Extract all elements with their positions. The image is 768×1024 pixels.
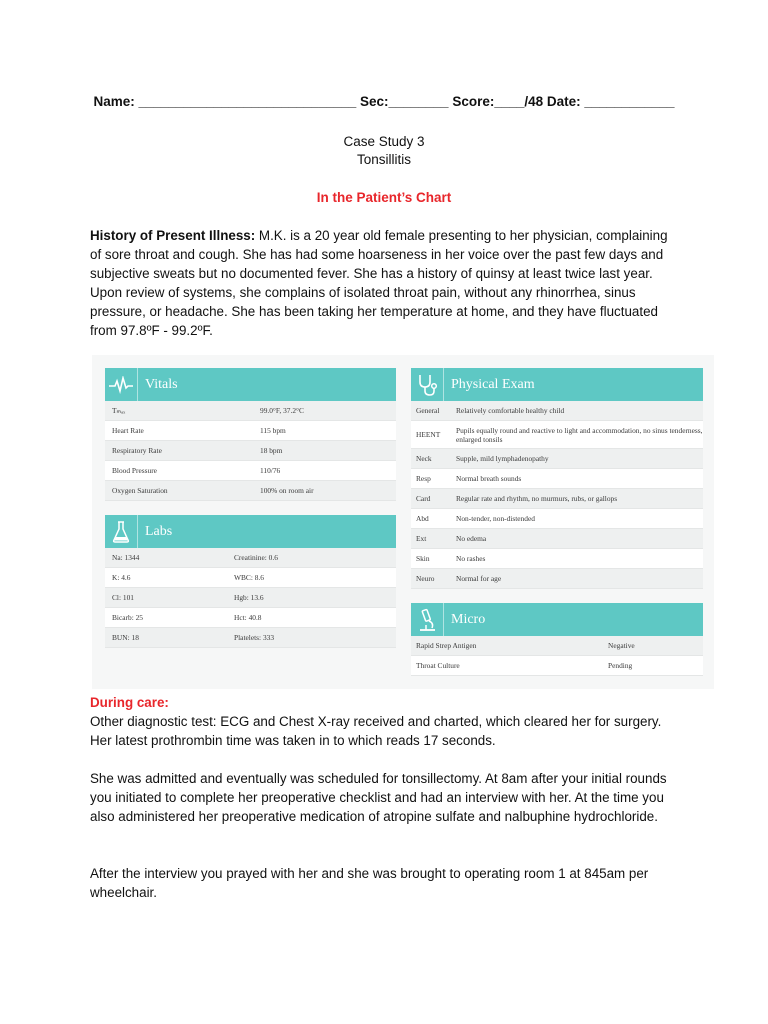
case-title: Case Study 3 — [343, 134, 425, 149]
case-subtitle: Tonsillitis — [356, 152, 411, 167]
physical-exam-table — [411, 401, 703, 589]
table-row: Oxygen Saturation 100% on room air — [105, 481, 396, 501]
table-row: Bicarb: 25 Hct: 40.8 — [105, 608, 396, 628]
table-row: Resp Normal breath sounds — [411, 469, 703, 489]
hpi-text: M.K. is a 20 year old female presenting to her physician, complaining of sore throat and cough. She has had some hoarseness in her voice over the past few days and subjective sweats but no documented fever. She has a history of quinsy at least twice last year. Upon review of systems, she complains of isolated throat pain, without any rhinorrhea, sinus pressure, or headache. She has been taking her temperature at home, and they have fluctuated from 97.8ºF - 99.2ºF. — [90, 228, 668, 338]
during-care-paragraph-1: Other diagnostic test: ECG and Chest X-ray received and charted, which cleared her for surgery. Her latest prothrombin time was taken in to which reads 17 seconds. — [90, 714, 662, 748]
student-info-line: Name: _____________________________ Sec:________ Score:____/48 Date: ____________ — [93, 94, 675, 109]
table-row: General Relatively comfortable healthy child — [411, 401, 703, 421]
physical-exam-header — [411, 368, 703, 401]
micro-table — [411, 636, 703, 676]
heartbeat-icon — [105, 368, 137, 401]
table-row: Heart Rate 115 bpm — [105, 421, 396, 441]
vitals-table — [105, 401, 396, 501]
table-row: Ext No edema — [411, 529, 703, 549]
table-row: BUN: 18 Platelets: 333 — [105, 628, 396, 648]
microscope-icon — [411, 603, 443, 636]
labs-header — [105, 515, 396, 548]
physical-exam-title: Physical Exam — [451, 376, 535, 392]
table-row: Neck Supple, mild lymphadenopathy — [411, 449, 703, 469]
clinical-cards-panel — [92, 355, 714, 689]
table-row: Abd Non-tender, non-distended — [411, 509, 703, 529]
labs-table — [105, 548, 396, 648]
micro-title: Micro — [451, 611, 486, 627]
table-row: Tₘₐₓ 99.0°F, 37.2°C — [105, 401, 396, 421]
vitals-header — [105, 368, 396, 401]
table-row: Cl: 101 Hgb: 13.6 — [105, 588, 396, 608]
table-row: Neuro Normal for age — [411, 569, 703, 589]
hpi-label: History of Present Illness: — [90, 228, 256, 243]
micro-header — [411, 603, 703, 636]
during-care-paragraph-2: She was admitted and eventually was scheduled for tonsillectomy. At 8am after your initial rounds you initiated to complete her preoperative checklist and had an interview with her. At the time you also administered her preoperative medication of atropine sulfate and nalbuphine hydrochloride. — [90, 771, 667, 824]
table-row: K: 4.6 WBC: 8.6 — [105, 568, 396, 588]
table-row: HEENT Pupils equally round and reactive to light and accommodation, no sinus tenderness, enlarged tonsils — [411, 421, 703, 449]
table-row: Throat Culture Pending — [411, 656, 703, 676]
table-row: Card Regular rate and rhythm, no murmurs, rubs, or gallops — [411, 489, 703, 509]
during-care-heading: During care: — [90, 695, 169, 710]
vitals-title: Vitals — [145, 376, 178, 392]
labs-title: Labs — [145, 523, 173, 539]
table-row: Rapid Strep Antigen Negative — [411, 636, 703, 656]
chart-heading: In the Patient’s Chart — [316, 190, 452, 205]
stethoscope-icon — [411, 368, 443, 401]
table-row: Respiratory Rate 18 bpm — [105, 441, 396, 461]
during-care-paragraph-3: After the interview you prayed with her and she was brought to operating room 1 at 845am per wheelchair. — [90, 866, 649, 900]
flask-icon — [105, 515, 137, 548]
table-row: Skin No rashes — [411, 549, 703, 569]
table-row: Na: 1344 Creatinine: 0.6 — [105, 548, 396, 568]
table-row: Blood Pressure 110/76 — [105, 461, 396, 481]
history-of-present-illness — [90, 226, 678, 340]
